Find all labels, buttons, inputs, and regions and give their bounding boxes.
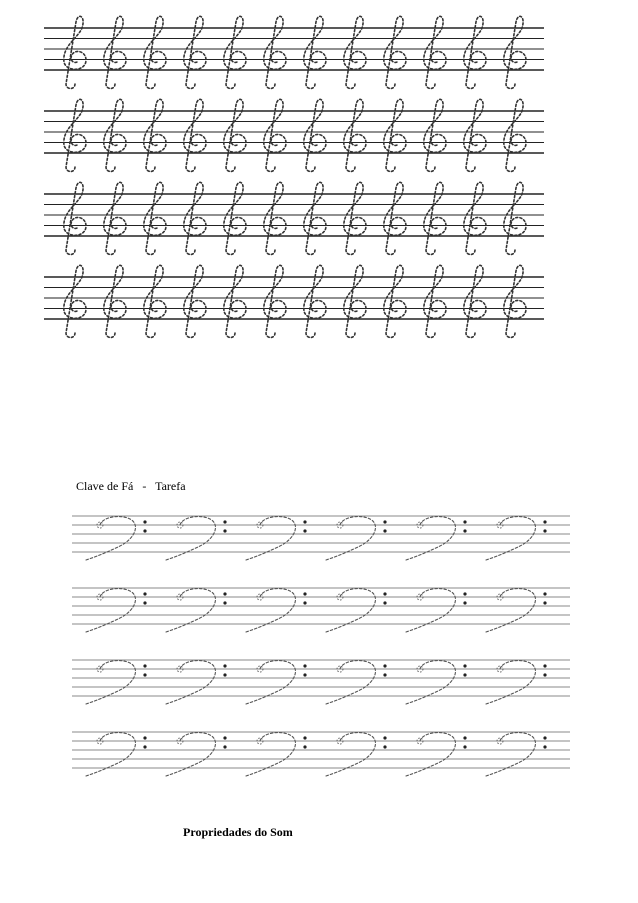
treble-clef-trace: [384, 16, 406, 88]
treble-clef-trace: [64, 99, 86, 171]
bass-clef-trace: [486, 733, 535, 776]
bass-clef-trace: [326, 517, 375, 560]
treble-clef-trace: [144, 99, 166, 171]
bass-clef-dot: [303, 745, 306, 748]
bass-staff: [72, 660, 570, 704]
bass-clef-dot: [223, 529, 226, 532]
treble-clef-trace: [504, 99, 526, 171]
bass-clef-trace: [406, 517, 455, 560]
bass-clef-dot: [223, 673, 226, 676]
treble-clef-trace: [184, 265, 206, 337]
bass-clef-trace: [166, 733, 215, 776]
bass-clef-trace: [326, 733, 375, 776]
treble-clef-trace: [264, 16, 286, 88]
bass-clef-dot: [383, 592, 386, 595]
treble-clef-trace: [464, 265, 486, 337]
bass-clef-trace: [486, 661, 535, 704]
treble-clef-trace: [104, 182, 126, 254]
bass-clef-exercise: [72, 510, 570, 780]
bass-clef-dot: [543, 529, 546, 532]
bass-clef-trace: [166, 517, 215, 560]
bass-clef-dot: [303, 520, 306, 523]
treble-clef-trace: [184, 16, 206, 88]
bass-clef-trace: [326, 661, 375, 704]
bass-clef-dot: [463, 736, 466, 739]
treble-clef-trace: [424, 182, 446, 254]
bass-clef-trace: [166, 589, 215, 632]
bass-clef-dot: [383, 745, 386, 748]
treble-clef-trace: [424, 16, 446, 88]
treble-clef-trace: [344, 99, 366, 171]
treble-clef-trace: [144, 16, 166, 88]
bass-clef-dot: [463, 745, 466, 748]
bass-clef-dot: [543, 664, 546, 667]
bass-staff: [72, 516, 570, 560]
bass-clef-trace: [246, 589, 295, 632]
treble-clef-trace: [464, 182, 486, 254]
treble-clef-trace: [184, 182, 206, 254]
treble-clef-trace: [304, 182, 326, 254]
bass-clef-trace: [246, 661, 295, 704]
treble-staff: [44, 265, 544, 337]
bass-clef-trace: [326, 589, 375, 632]
bass-clef-dot: [463, 592, 466, 595]
bass-clef-dot: [383, 673, 386, 676]
treble-clef-trace: [504, 182, 526, 254]
treble-clef-trace: [224, 265, 246, 337]
bass-clef-dot: [303, 673, 306, 676]
bass-clef-dot: [303, 664, 306, 667]
treble-clef-trace: [504, 16, 526, 88]
treble-clef-trace: [144, 265, 166, 337]
bass-clef-dot: [143, 664, 146, 667]
bass-clef-trace: [86, 517, 135, 560]
bass-clef-dot: [303, 592, 306, 595]
bass-clef-dot: [463, 664, 466, 667]
bass-clef-dot: [143, 673, 146, 676]
treble-staff: [44, 182, 544, 254]
treble-clef-trace: [304, 16, 326, 88]
bass-clef-trace: [246, 733, 295, 776]
treble-clef-trace: [64, 182, 86, 254]
bass-clef-dot: [143, 745, 146, 748]
bass-clef-trace: [406, 733, 455, 776]
bass-clef-dot: [383, 520, 386, 523]
treble-staff: [44, 99, 544, 171]
treble-clef-trace: [264, 265, 286, 337]
bass-staff: [72, 588, 570, 632]
bass-clef-dot: [463, 520, 466, 523]
bass-clef-trace: [86, 589, 135, 632]
bass-clef-dot: [223, 664, 226, 667]
treble-clef-trace: [224, 99, 246, 171]
bass-clef-trace: [486, 589, 535, 632]
treble-clef-trace: [344, 16, 366, 88]
treble-clef-trace: [104, 99, 126, 171]
bass-clef-trace: [86, 733, 135, 776]
treble-clef-trace: [64, 265, 86, 337]
treble-clef-trace: [464, 16, 486, 88]
treble-clef-trace: [384, 99, 406, 171]
treble-clef-trace: [464, 99, 486, 171]
bass-clef-dot: [303, 529, 306, 532]
treble-clef-trace: [504, 265, 526, 337]
treble-clef-trace: [304, 265, 326, 337]
bass-staff: [72, 732, 570, 776]
treble-clef-trace: [384, 182, 406, 254]
bass-clef-exercise-caption: Clave de Fá - Tarefa: [76, 479, 186, 493]
treble-clef-trace: [304, 99, 326, 171]
treble-clef-trace: [264, 182, 286, 254]
bass-clef-dot: [463, 601, 466, 604]
bass-clef-trace: [486, 517, 535, 560]
treble-clef-trace: [144, 182, 166, 254]
treble-clef-trace: [264, 99, 286, 171]
bass-clef-dot: [543, 520, 546, 523]
bass-clef-dot: [223, 745, 226, 748]
treble-clef-trace: [104, 265, 126, 337]
bass-clef-dot: [543, 592, 546, 595]
treble-clef-trace: [344, 265, 366, 337]
bass-clef-dot: [143, 736, 146, 739]
bass-clef-dot: [383, 736, 386, 739]
bass-clef-dot: [223, 592, 226, 595]
bass-clef-dot: [543, 673, 546, 676]
bass-clef-dot: [143, 601, 146, 604]
treble-clef-trace: [424, 99, 446, 171]
bass-clef-dot: [383, 664, 386, 667]
treble-clef-trace: [224, 182, 246, 254]
bass-clef-dot: [303, 736, 306, 739]
bass-clef-trace: [406, 661, 455, 704]
bass-clef-trace: [86, 661, 135, 704]
bass-clef-dot: [383, 601, 386, 604]
treble-clef-exercise: [44, 10, 544, 350]
bass-clef-dot: [223, 736, 226, 739]
bass-clef-dot: [223, 601, 226, 604]
bass-clef-dot: [143, 520, 146, 523]
treble-clef-trace: [384, 265, 406, 337]
bass-clef-trace: [406, 589, 455, 632]
bass-clef-dot: [543, 745, 546, 748]
bass-clef-dot: [463, 673, 466, 676]
treble-clef-trace: [344, 182, 366, 254]
bass-clef-trace: [246, 517, 295, 560]
treble-clef-trace: [424, 265, 446, 337]
treble-staff: [44, 16, 544, 88]
bass-clef-dot: [383, 529, 386, 532]
treble-clef-trace: [224, 16, 246, 88]
bass-clef-dot: [543, 736, 546, 739]
treble-clef-trace: [184, 99, 206, 171]
treble-clef-trace: [64, 16, 86, 88]
bass-clef-dot: [463, 529, 466, 532]
bass-clef-dot: [143, 529, 146, 532]
bass-clef-dot: [223, 520, 226, 523]
bass-clef-dot: [143, 592, 146, 595]
section-title: Propriedades do Som: [183, 825, 293, 839]
bass-clef-dot: [543, 601, 546, 604]
bass-clef-trace: [166, 661, 215, 704]
treble-clef-trace: [104, 16, 126, 88]
bass-clef-dot: [303, 601, 306, 604]
